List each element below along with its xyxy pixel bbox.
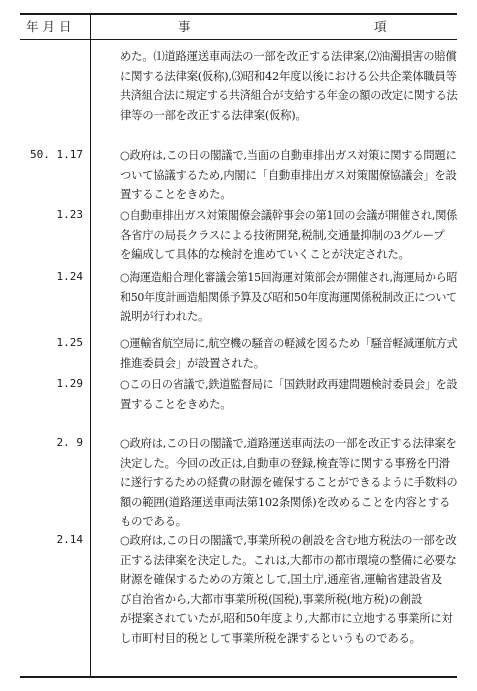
header-event: 事 [178,19,191,34]
entry-text-line: 正する法律案を決定した。これは,大都市の都市環境の整備に必要な [120,552,457,567]
entry-text-line: ○政府は,この日の閣議で,事業所税の創設を含む地方税法の一部を改 [120,533,457,547]
entry-date: 50. 1.17 [30,148,83,161]
entry-text-line: ○海運造船合理化審議会第15回海運対策部会が開催され,海運局から昭 [120,270,458,284]
entry-text-line: ○政府は,この日の閣議で,道路運送車両法の一部を改正する法律案を [120,436,457,450]
entry-date: 2. 9 [56,436,83,449]
bottom-rule [20,676,457,678]
entry-text-line: を編成して具体的な検討を進めていくことが決定された。 [120,247,410,262]
entry-text-line: めた。⑴道路運送車両法の一部を改正する法律案,⑵油濁損害の賠償 [120,49,457,63]
entry-text-line: 推進委員会」が設置された。 [120,355,265,370]
entry-date: 1.29 [56,377,83,390]
header-item: 項 [374,19,387,34]
top-rule [20,13,457,15]
entry-text-line: 共済組合法に規定する共済組合が支給する年金の額の改定に関する法 [120,88,458,103]
entry-date: 1.24 [56,270,83,283]
entry-text-line: ものである。 [120,514,187,529]
entry-text-line: が提案されていたが,昭和50年度より,大都市に立地する事業所に対 [120,611,453,626]
entry-text-line: 各省庁の局長クラスによる技術開発,税制,交通量抑制の3グループ [120,227,445,242]
entry-text-line: 置することをきめた。 [120,187,232,202]
entry-date: 1.25 [56,336,83,349]
header-date: 年 月 日 [26,19,72,34]
entry-text-line: ○政府は,この日の閣議で,当面の自動車排出ガス対策に関する問題に [120,148,457,162]
entry-text-line: し市町村目的税として事業所税を課するというものである。 [120,631,421,645]
entry-text-line: ○自動車排出ガス対策閣僚会議幹事会の第1回の会議が開催され,関係 [120,208,458,222]
entry-text-line: び自治省から,大都市事業所税(国税),事業所税(地方税)の創設 [120,591,423,606]
entry-text-line: に遂行するための経費の財源を確保することができるように手数料の [120,475,458,490]
header-rule [20,39,457,40]
entry-text-line: 決定した。今回の改正は,自動車の登録,検査等に関する事務を円滑 [120,455,450,470]
entry-text-line: 額の範囲(道路運送車両法第102条関係)を改めることを内容とする [120,494,451,509]
entry-text-line: に関する法律案(仮称),⑶昭和42年度以後における公共企業体職員等 [120,68,457,83]
entry-text-line: ○運輸省航空局に,航空機の騒音の軽減を図るため「騒音軽減運航方式 [120,336,458,350]
entry-text-line: ついて協議するため,内閣に「自動車排出ガス対策閣僚協議会」を設 [120,167,457,182]
entry-text-line: ○この日の省議で,鉄道監督局に「国鉄財政再建問題検討委員会」を設 [120,377,458,391]
entry-text-line: 置することをきめた。 [120,396,232,411]
entry-text-line: 律等の一部を改正する法律案(仮称)。 [120,107,307,122]
entry-text-line: 財源を確保するための方策として,国土庁,通産省,運輸省建設省及 [120,572,443,587]
entry-text-line: 和50年度計画造船関係予算及び昭和50年度海運関係税制改正について [120,289,457,304]
entry-date: 2.14 [56,533,83,546]
entry-date: 1.23 [56,208,83,221]
column-divider [90,14,91,677]
entry-text-line: 説明が行われた。 [120,309,210,324]
